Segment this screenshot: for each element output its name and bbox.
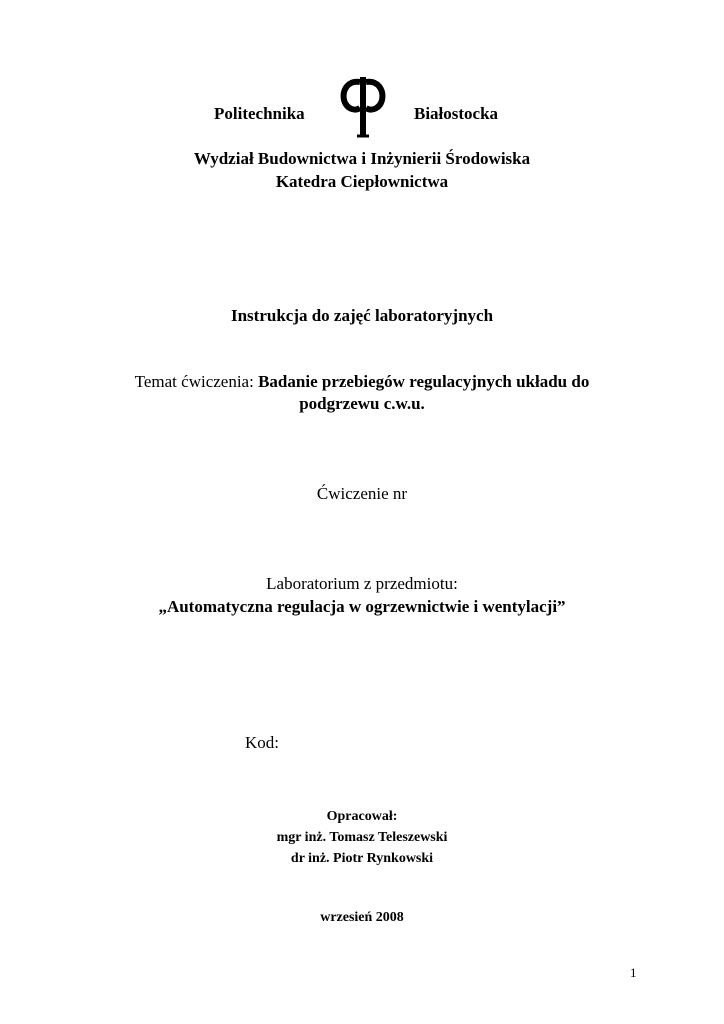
document-title: Instrukcja do zajęć laboratoryjnych <box>230 306 494 325</box>
topic-label: Temat ćwiczenia: <box>134 372 254 391</box>
topic-title-part-2: podgrzewu c.w.u. <box>299 394 425 413</box>
prepared-by-label: Opracował: <box>326 809 398 824</box>
university-name-left: Politechnika <box>214 104 305 123</box>
lab-subject-label: Laboratorium z przedmiotu: <box>266 574 458 593</box>
topic-title-part-1: Badanie przebiegów regulacyjnych układu do <box>258 372 590 391</box>
page-number: 1 <box>630 965 637 980</box>
topic-line-1 <box>0 372 724 392</box>
lab-subject-title: „Automatyczna regulacja w ogrzewnictwie i wentylacji” <box>158 597 566 616</box>
document-date: wrzesień 2008 <box>320 910 404 925</box>
department-name: Katedra Ciepłownictwa <box>275 172 449 191</box>
author-name: dr inż. Piotr Rynkowski <box>290 851 434 866</box>
university-logo-icon <box>340 76 386 138</box>
author-name: mgr inż. Tomasz Teleszewski <box>276 830 448 845</box>
faculty-name: Wydział Budownictwa i Inżynierii Środowiska <box>193 149 531 168</box>
exercise-number-label: Ćwiczenie nr <box>316 484 408 503</box>
university-name-right: Białostocka <box>414 104 499 123</box>
code-label: Kod: <box>245 733 279 752</box>
